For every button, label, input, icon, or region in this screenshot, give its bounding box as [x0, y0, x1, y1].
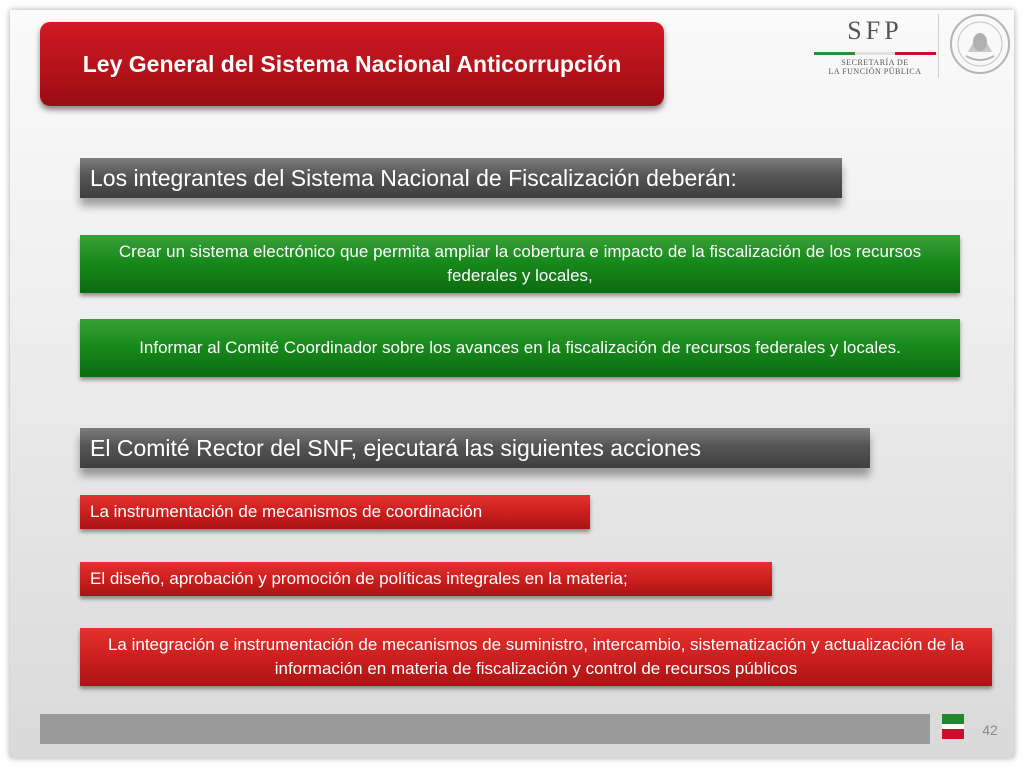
section-2-item-2: El diseño, aprobación y promoción de políticas integrales en la materia; — [80, 562, 772, 596]
logo-stripe — [814, 52, 936, 55]
logo-line-2: LA FUNCIÓN PÚBLICA — [828, 67, 922, 76]
section-1-item-2: Informar al Comité Coordinador sobre los avances en la fiscalización de recursos federales y locales. — [80, 319, 960, 377]
section-2-item-3: La integración e instrumentación de mecanismos de suministro, intercambio, sistematización y actualización de la información en materia de fiscalización y control de recursos públicos — [80, 628, 992, 686]
sfp-logo — [810, 16, 940, 82]
section-1-item-1: Crear un sistema electrónico que permita ampliar la cobertura e impacto de la fiscalización de los recursos federales y locales, — [80, 235, 960, 293]
section-1-header: Los integrantes del Sistema Nacional de Fiscalización deberán: — [80, 158, 842, 198]
logo-line-1: SECRETARÍA DE — [841, 58, 909, 67]
slide-title: Ley General del Sistema Nacional Anticorrupción — [40, 22, 664, 106]
footer-bar — [40, 714, 930, 744]
logo-divider — [938, 14, 939, 78]
national-seal-icon — [948, 12, 1012, 76]
logo-abbr: SFP — [847, 16, 903, 45]
page-number: 42 — [982, 722, 998, 738]
section-2-item-1: La instrumentación de mecanismos de coordinación — [80, 495, 590, 529]
slide — [10, 10, 1014, 758]
section-2-header: El Comité Rector del SNF, ejecutará las siguientes acciones — [80, 428, 870, 468]
flag-icon — [942, 714, 964, 739]
